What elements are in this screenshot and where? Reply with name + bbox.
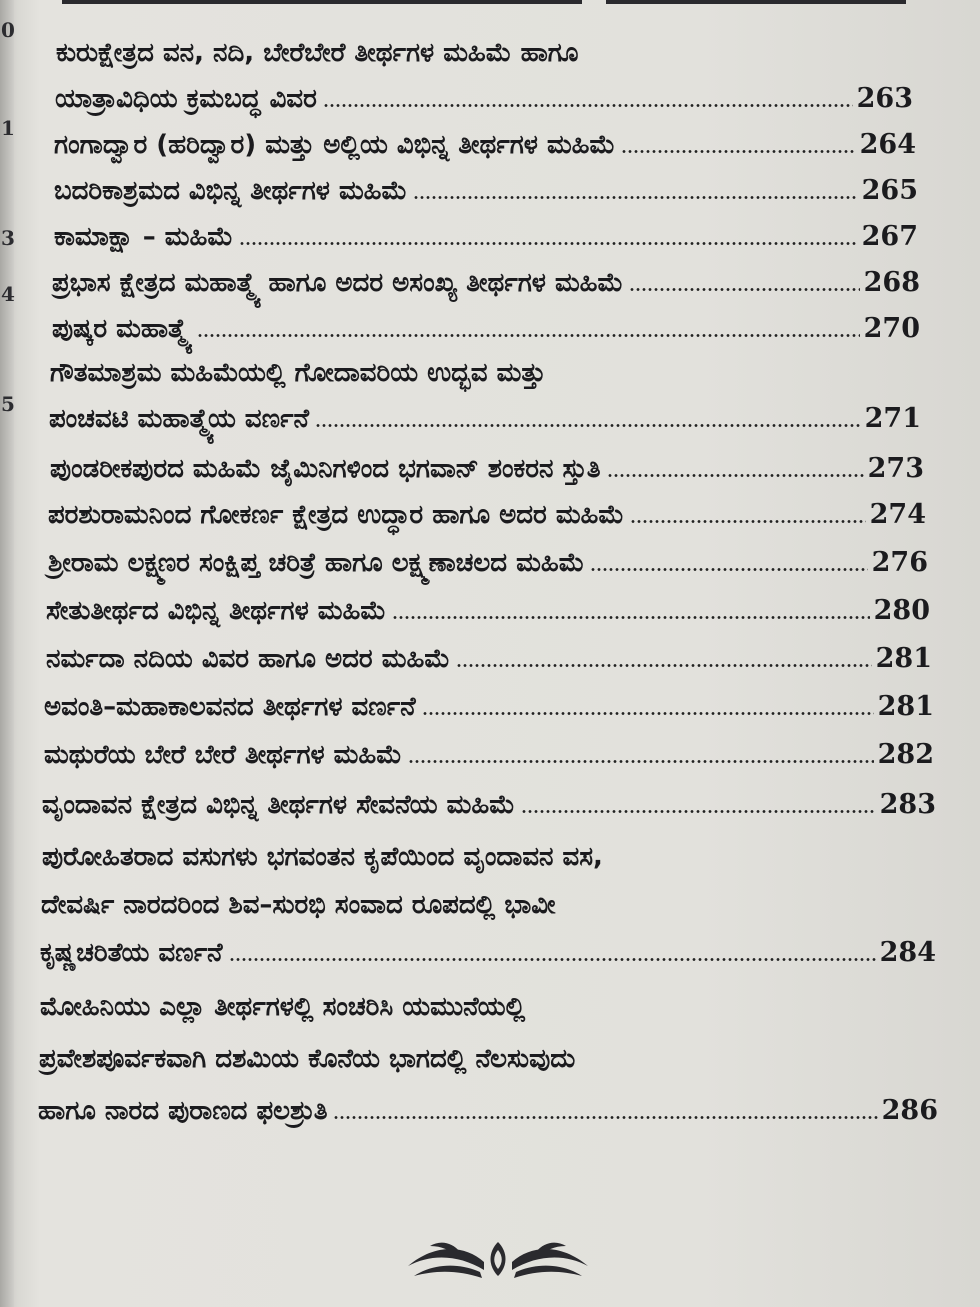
toc-page-number: 263 [856,83,913,114]
toc-entry-title: ಪ್ರಭಾಸ ಕ್ಷೇತ್ರದ ಮಹಾತ್ಮ್ಯೆ ಹಾಗೂ ಅದರ ಅಸಂಖ್ಯ ತೀರ್ಥಗಳ ಮಹಿಮೆ [52,268,624,298]
toc-page-number: 283 [879,789,936,820]
dot-leader [323,104,853,107]
toc-page-number: 281 [877,691,934,722]
facing-page-number: 3 [1,226,15,250]
dot-leader [630,520,865,523]
toc-entry [52,262,920,298]
dot-leader [413,196,857,199]
dot-leader [521,810,876,813]
toc-entry [50,448,924,484]
toc-entry-title: ಕುರುಕ್ಷೇತ್ರದ ವನ, ನದಿ, ಬೇರೆಬೇರೆ ತೀರ್ಥಗಳ ಮಹಿಮೆ ಹಾಗೂ [56,38,579,68]
dot-leader [315,424,861,427]
facing-page-number: 5 [1,392,15,416]
toc-page-number: 280 [873,595,930,626]
toc-page-number: 273 [867,453,924,484]
toc-page-number: 268 [863,267,920,298]
toc-page-number: 264 [859,129,916,160]
toc-entry-title: ಮೋಹಿನಿಯು ಎಲ್ಲಾ ತೀರ್ಥಗಳಲ್ಲಿ ಸಂಚರಿಸಿ ಯಮುನೆಯಲ್ಲಿ [40,992,526,1022]
toc-entry-continuation [50,352,546,388]
ornament-flourish-icon [400,1232,596,1284]
toc-entry [42,784,936,820]
toc-entry-title: ವೃಂದಾವನ ಕ್ಷೇತ್ರದ ವಿಭಿನ್ನ ತೀರ್ಥಗಳ ಸೇವನೆಯ ಮಹಿಮೆ [42,790,516,820]
toc-entry-continuation [40,986,525,1022]
facing-page-number: 1 [1,116,15,140]
dot-leader [621,150,855,153]
toc-page-number: 286 [881,1095,938,1126]
toc-page-number: 271 [864,403,921,434]
dot-leader [333,1116,877,1119]
dot-leader [197,334,860,337]
facing-page-number: 0 [1,18,15,42]
toc-entry [55,78,913,114]
toc-entry-continuation [39,1038,575,1074]
dot-leader [408,760,874,763]
toc-entry-title: ನರ್ಮದಾ ನದಿಯ ವಿವರ ಹಾಗೂ ಅದರ ಮಹಿಮೆ [46,644,451,674]
toc-entry-title: ಪುರೋಹಿತರಾದ ವಸುಗಳು ಭಗವಂತನ ಕೃಪೆಯಿಂದ ವೃಂದಾವನ ವಸ, [42,842,603,872]
toc-entry-title: ದೇವರ್ಷಿ ನಾರದರಿಂದ ಶಿವ–ಸುರಭಿ ಸಂವಾದ ರೂಪದಲ್ಲಿ ಭಾವೀ [41,890,556,920]
toc-entry [54,170,918,206]
dot-leader [229,958,876,961]
toc-entry-continuation [42,836,603,872]
toc-entry-continuation [41,884,556,920]
toc-page-number: 274 [869,499,926,530]
toc-entry-title: ಮಥುರೆಯ ಬೇರೆ ಬೇರೆ ತೀರ್ಥಗಳ ಮಹಿಮೆ [44,740,403,770]
toc-entry [52,308,920,344]
toc-entry-title: ಹಾಗೂ ನಾರದ ಪುರಾಣದ ಫಲಶ್ರುತಿ [38,1096,328,1126]
toc-entry [44,734,934,770]
toc-page-number: 265 [861,175,918,206]
toc-entry-title: ಪಂಚವಟಿ ಮಹಾತ್ಮ್ಯೆಯ ವರ್ಣನೆ [49,404,309,434]
toc-entry-title: ಪುಷ್ಕರ ಮಹಾತ್ಮ್ಯೆ [52,314,191,344]
dot-leader [629,288,859,291]
toc-entry-continuation [56,32,578,68]
dot-leader [392,616,869,619]
toc-entry [48,494,926,530]
toc-page-number: 282 [877,739,934,770]
toc-entry-title: ಅವಂತಿ–ಮಹಾಕಾಲವನದ ತೀರ್ಥಗಳ ವರ್ಣನೆ [44,692,416,722]
toc-page-number: 284 [879,937,936,968]
facing-page-number: 4 [1,282,15,306]
toc-entry-title: ಬದರಿಕಾಶ್ರಮದ ವಿಭಿನ್ನ ತೀರ್ಥಗಳ ಮಹಿಮೆ [54,176,408,206]
toc-entry-title: ಪುಂಡರೀಕಪುರದ ಮಹಿಮೆ ಜೈಮಿನಿಗಳಿಂದ ಭಗವಾನ್ ಶಂಕರನ ಸ್ತುತಿ [50,454,601,484]
dot-leader [456,664,872,667]
dot-leader [422,712,874,715]
toc-entry [46,638,932,674]
toc-page-number: 276 [871,547,928,578]
toc-entry [40,932,936,968]
toc-entry-title: ಪರಶುರಾಮನಿಂದ ಗೋಕರ್ಣ ಕ್ಷೇತ್ರದ ಉದ್ಧಾರ ಹಾಗೂ ಅದರ ಮಹಿಮೆ [48,500,625,530]
toc-entry [38,1090,938,1126]
toc-entry-title: ಯಾತ್ರಾವಿಧಿಯ ಕ್ರಮಬದ್ಧ ವಿವರ [55,84,317,114]
toc-entry-title: ಗಂಗಾದ್ವಾರ (ಹರಿದ್ವಾರ) ಮತ್ತು ಅಲ್ಲಿಯ ವಿಭಿನ್ನ ತೀರ್ಥಗಳ ಮಹಿಮೆ [54,130,616,160]
toc-entry [54,216,918,252]
toc-page-number: 270 [863,313,920,344]
toc-page-number: 267 [861,221,918,252]
toc-entry-title: ಶ್ರೀರಾಮ ಲಕ್ಷ್ಮಣರ ಸಂಕ್ಷಿಪ್ತ ಚರಿತ್ರೆ ಹಾಗೂ ಲಕ್ಷ್ಮಣಾಚಲದ ಮಹಿಮೆ [48,548,585,578]
toc-entry-title: ಸೇತುತೀರ್ಥದ ವಿಭಿನ್ನ ತೀರ್ಥಗಳ ಮಹಿಮೆ [46,596,387,626]
toc-entry-title: ಪ್ರವೇಶಪೂರ್ವಕವಾಗಿ ದಶಮಿಯ ಕೊನೆಯ ಭಾಗದಲ್ಲಿ ನೆಲಸುವುದು [39,1044,576,1074]
toc-entry [54,124,916,160]
toc-entry [48,542,928,578]
toc-entry-title: ಗೌತಮಾಶ್ರಮ ಮಹಿಮೆಯಲ್ಲಿ ಗೋದಾವರಿಯ ಉದ್ಭವ ಮತ್ತು [50,358,546,388]
dot-leader [239,242,857,245]
toc-entry [49,398,921,434]
toc-entry-title: ಕಾಮಾಕ್ಷಾ – ಮಹಿಮೆ [54,222,234,252]
toc-page-number: 281 [875,643,932,674]
toc-entry [44,686,934,722]
toc-entry-title: ಕೃಷ್ಣಚರಿತೆಯ ವರ್ಣನೆ [40,938,223,968]
toc-entry [46,590,930,626]
dot-leader [590,568,867,571]
dot-leader [607,474,864,477]
